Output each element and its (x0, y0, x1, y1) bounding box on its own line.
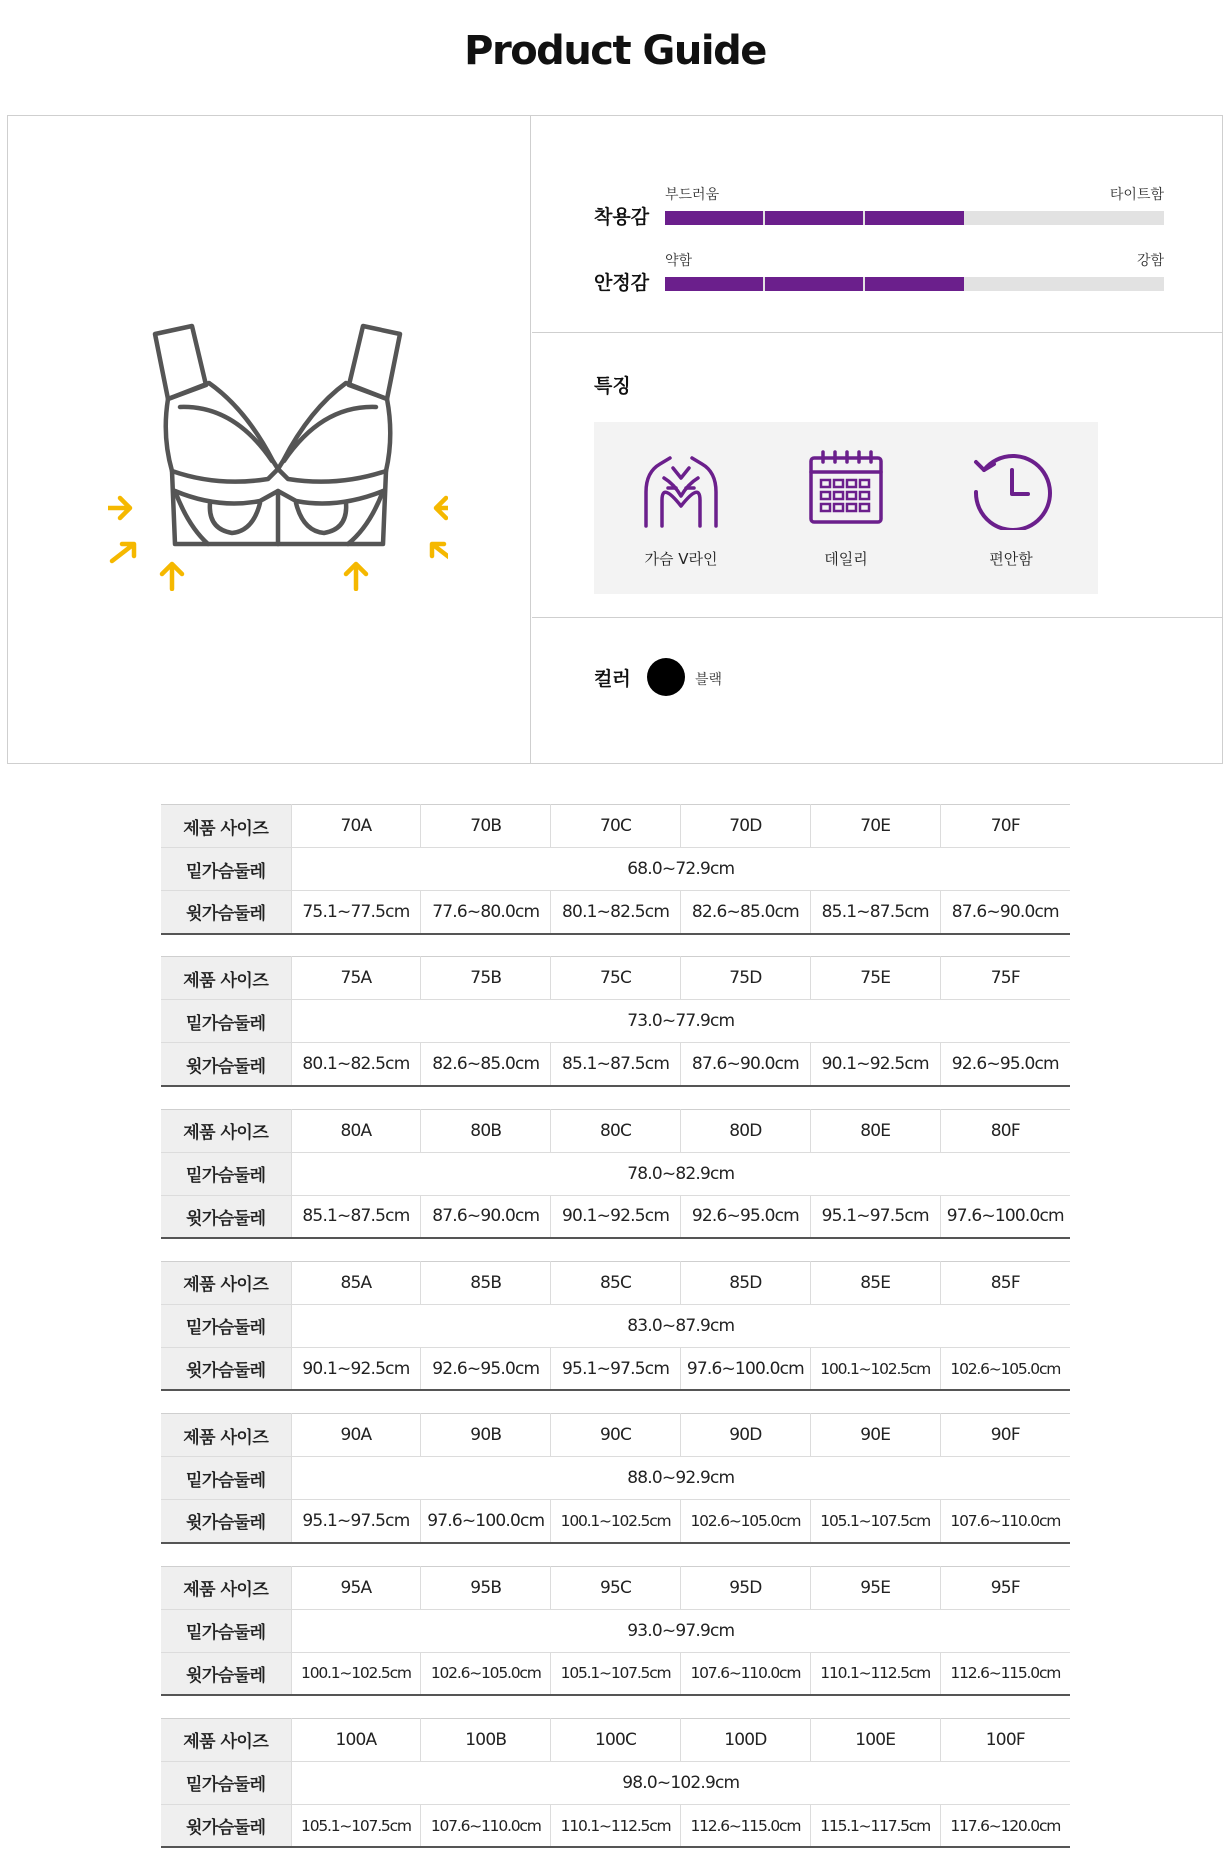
size-cell: 100A (291, 1718, 421, 1761)
row-header: 제품 사이즈 (161, 805, 291, 848)
table-row (161, 1261, 1070, 1304)
size-cell: 95C (551, 1566, 681, 1609)
table-row (161, 1718, 1070, 1761)
size-cell: 100C (551, 1718, 681, 1761)
gauge-label: 착용감 (594, 206, 650, 228)
overbust-cell: 110.1~112.5cm (551, 1804, 681, 1847)
table-row (161, 1566, 1070, 1609)
size-table (161, 1718, 1070, 1849)
overbust-cell: 87.6~90.0cm (680, 1043, 810, 1086)
overbust-cell: 85.1~87.5cm (551, 1043, 681, 1086)
overbust-cell: 105.1~107.5cm (810, 1500, 940, 1543)
size-cell: 95B (421, 1566, 551, 1609)
gauge-max-label: 강함 (1136, 253, 1164, 269)
table-row (161, 1109, 1070, 1152)
row-header: 제품 사이즈 (161, 1109, 291, 1152)
gauge-max-label: 타이트함 (1109, 187, 1164, 203)
table-row (161, 1804, 1070, 1847)
size-cell: 70C (551, 805, 681, 848)
table-row (161, 1500, 1070, 1543)
size-cell: 90D (680, 1414, 810, 1457)
overbust-cell: 97.6~100.0cm (680, 1347, 810, 1390)
row-header: 밑가슴둘레 (161, 1761, 291, 1804)
gauge-fill-segment (865, 211, 965, 225)
fit-gauge (594, 187, 1164, 250)
clock-arrow-icon (970, 448, 1052, 530)
size-cell: 100B (421, 1718, 551, 1761)
overbust-cell: 105.1~107.5cm (291, 1804, 421, 1847)
overbust-cell: 102.6~105.0cm (950, 1359, 1061, 1378)
overbust-cell: 92.6~95.0cm (421, 1347, 551, 1390)
feature-card-daily (759, 422, 933, 594)
size-cell: 90C (551, 1414, 681, 1457)
feature-card-comfort (924, 422, 1098, 594)
page-title: Product Guide (464, 28, 766, 74)
overbust-cell: 107.6~110.0cm (680, 1652, 810, 1695)
size-cell: 75D (680, 957, 810, 1000)
features-section (532, 333, 1222, 618)
overbust-cell: 97.6~100.0cm (946, 1206, 1064, 1227)
gauge-min-label: 부드러움 (665, 187, 720, 203)
size-cell: 85B (421, 1261, 551, 1304)
row-header: 제품 사이즈 (161, 1414, 291, 1457)
row-header: 윗가슴둘레 (161, 1804, 291, 1847)
guide-details-panel (532, 116, 1222, 763)
overbust-cell: 97.6~100.0cm (421, 1500, 551, 1543)
size-cell: 90E (810, 1414, 940, 1457)
size-cell: 80F (940, 1109, 1070, 1152)
table-row (161, 1761, 1070, 1804)
feature-card-v-line (594, 422, 768, 594)
size-cell: 70F (940, 805, 1070, 848)
size-cell: 100F (940, 1718, 1070, 1761)
underbust-cell: 78.0~82.9cm (291, 1152, 1070, 1195)
overbust-cell: 95.1~97.5cm (551, 1347, 681, 1390)
gauge-track (665, 277, 1164, 291)
size-cell: 80A (291, 1109, 421, 1152)
row-header: 밑가슴둘레 (161, 1457, 291, 1500)
size-cell: 80B (421, 1109, 551, 1152)
table-row (161, 1457, 1070, 1500)
row-header: 제품 사이즈 (161, 1566, 291, 1609)
size-cell: 95F (940, 1566, 1070, 1609)
fit-section (532, 116, 1222, 333)
size-table (161, 1109, 1070, 1240)
product-guide-panel (7, 115, 1223, 764)
overbust-cell: 102.6~105.0cm (680, 1500, 810, 1543)
v-line-torso-icon (640, 448, 722, 530)
overbust-cell: 100.1~102.5cm (291, 1652, 421, 1695)
row-header: 윗가슴둘레 (161, 1347, 291, 1390)
size-cell: 75B (421, 957, 551, 1000)
underbust-cell: 98.0~102.9cm (291, 1761, 1070, 1804)
overbust-cell: 90.1~92.5cm (810, 1043, 940, 1086)
underbust-cell: 73.0~77.9cm (291, 1000, 1070, 1043)
bra-outline-with-arrows-icon (108, 311, 448, 591)
size-cell: 80E (810, 1109, 940, 1152)
overbust-cell: 117.6~120.0cm (950, 1816, 1061, 1835)
underbust-cell: 88.0~92.9cm (291, 1457, 1070, 1500)
table-row (161, 1304, 1070, 1347)
underbust-cell: 93.0~97.9cm (291, 1609, 1070, 1652)
size-table (161, 956, 1070, 1087)
overbust-cell: 82.6~85.0cm (421, 1043, 551, 1086)
overbust-cell: 75.1~77.5cm (291, 891, 421, 934)
size-cell: 85E (810, 1261, 940, 1304)
overbust-cell: 90.1~92.5cm (291, 1347, 421, 1390)
table-row (161, 1609, 1070, 1652)
table-row (161, 1000, 1070, 1043)
overbust-cell: 92.6~95.0cm (951, 1054, 1059, 1075)
row-header: 밑가슴둘레 (161, 1152, 291, 1195)
overbust-cell: 95.1~97.5cm (810, 1195, 940, 1238)
size-cell: 85A (291, 1261, 421, 1304)
overbust-cell: 92.6~95.0cm (680, 1195, 810, 1238)
overbust-cell: 102.6~105.0cm (421, 1652, 551, 1695)
row-header: 밑가슴둘레 (161, 1304, 291, 1347)
overbust-cell: 90.1~92.5cm (551, 1195, 681, 1238)
overbust-cell: 100.1~102.5cm (810, 1347, 940, 1390)
size-cell: 75E (810, 957, 940, 1000)
gauge-fill-segment (765, 277, 863, 291)
size-cell: 70A (291, 805, 421, 848)
size-cell: 100E (810, 1718, 940, 1761)
size-cell: 75C (551, 957, 681, 1000)
row-header: 제품 사이즈 (161, 1261, 291, 1304)
size-cell: 90A (291, 1414, 421, 1457)
row-header: 윗가슴둘레 (161, 1652, 291, 1695)
row-header: 밑가슴둘레 (161, 1609, 291, 1652)
size-cell: 95A (291, 1566, 421, 1609)
size-table (161, 804, 1070, 935)
overbust-cell: 87.6~90.0cm (421, 1195, 551, 1238)
size-cell: 75F (940, 957, 1070, 1000)
table-row (161, 1152, 1070, 1195)
gauge-fill-segment (665, 277, 763, 291)
size-table (161, 1413, 1070, 1544)
calendar-icon (805, 448, 887, 530)
size-cell: 70D (680, 805, 810, 848)
gauge-fill-segment (865, 277, 965, 291)
table-row (161, 805, 1070, 848)
overbust-cell: 112.6~115.0cm (950, 1664, 1061, 1683)
gauge-fill-segment (665, 211, 763, 225)
size-cell: 85C (551, 1261, 681, 1304)
size-cell: 80D (680, 1109, 810, 1152)
table-row (161, 957, 1070, 1000)
size-cell: 100D (680, 1718, 810, 1761)
row-header: 제품 사이즈 (161, 1718, 291, 1761)
size-cell: 80C (551, 1109, 681, 1152)
overbust-cell: 87.6~90.0cm (951, 901, 1059, 922)
table-row (161, 1195, 1070, 1238)
size-table (161, 1566, 1070, 1697)
gauge-label: 안정감 (594, 272, 650, 294)
size-cell: 85D (680, 1261, 810, 1304)
row-header: 윗가슴둘레 (161, 1195, 291, 1238)
row-header: 윗가슴둘레 (161, 891, 291, 934)
underbust-cell: 83.0~87.9cm (291, 1304, 1070, 1347)
size-cell: 90F (940, 1414, 1070, 1457)
gauge-fill-segment (765, 211, 863, 225)
color-section (532, 618, 1222, 763)
overbust-cell: 85.1~87.5cm (291, 1195, 421, 1238)
overbust-cell: 82.6~85.0cm (680, 891, 810, 934)
table-row (161, 848, 1070, 891)
features-heading: 특징 (594, 375, 631, 397)
row-header: 제품 사이즈 (161, 957, 291, 1000)
overbust-cell: 115.1~117.5cm (810, 1804, 940, 1847)
color-swatch[interactable] (647, 658, 685, 696)
underbust-cell: 68.0~72.9cm (291, 848, 1070, 891)
row-header: 밑가슴둘레 (161, 1000, 291, 1043)
overbust-cell: 105.1~107.5cm (551, 1652, 681, 1695)
size-cell: 95E (810, 1566, 940, 1609)
table-row (161, 1347, 1070, 1390)
overbust-cell: 77.6~80.0cm (421, 891, 551, 934)
overbust-cell: 95.1~97.5cm (291, 1500, 421, 1543)
stability-gauge (594, 253, 1164, 316)
size-cell: 85F (940, 1261, 1070, 1304)
feature-label: 편안함 (989, 550, 1033, 568)
size-cell: 95D (680, 1566, 810, 1609)
row-header: 윗가슴둘레 (161, 1500, 291, 1543)
feature-label: 가슴 V라인 (644, 550, 718, 568)
color-name: 블랙 (695, 672, 723, 688)
row-header: 윗가슴둘레 (161, 1043, 291, 1086)
row-header: 밑가슴둘레 (161, 848, 291, 891)
table-row (161, 1043, 1070, 1086)
overbust-cell: 100.1~102.5cm (551, 1500, 681, 1543)
gauge-track (665, 211, 1164, 225)
size-table (161, 1261, 1070, 1392)
overbust-cell: 80.1~82.5cm (291, 1043, 421, 1086)
illustration-panel (8, 116, 531, 763)
overbust-cell: 80.1~82.5cm (551, 891, 681, 934)
table-row (161, 1414, 1070, 1457)
table-row (161, 1652, 1070, 1695)
gauge-min-label: 약함 (665, 253, 693, 269)
overbust-cell: 107.6~110.0cm (421, 1804, 551, 1847)
size-cell: 90B (421, 1414, 551, 1457)
table-row (161, 891, 1070, 934)
overbust-cell: 110.1~112.5cm (810, 1652, 940, 1695)
size-cell: 75A (291, 957, 421, 1000)
color-heading: 컬러 (594, 668, 631, 690)
size-cell: 70B (421, 805, 551, 848)
overbust-cell: 112.6~115.0cm (680, 1804, 810, 1847)
overbust-cell: 85.1~87.5cm (810, 891, 940, 934)
overbust-cell: 107.6~110.0cm (950, 1511, 1061, 1530)
feature-label: 데일리 (824, 550, 868, 568)
size-cell: 70E (810, 805, 940, 848)
